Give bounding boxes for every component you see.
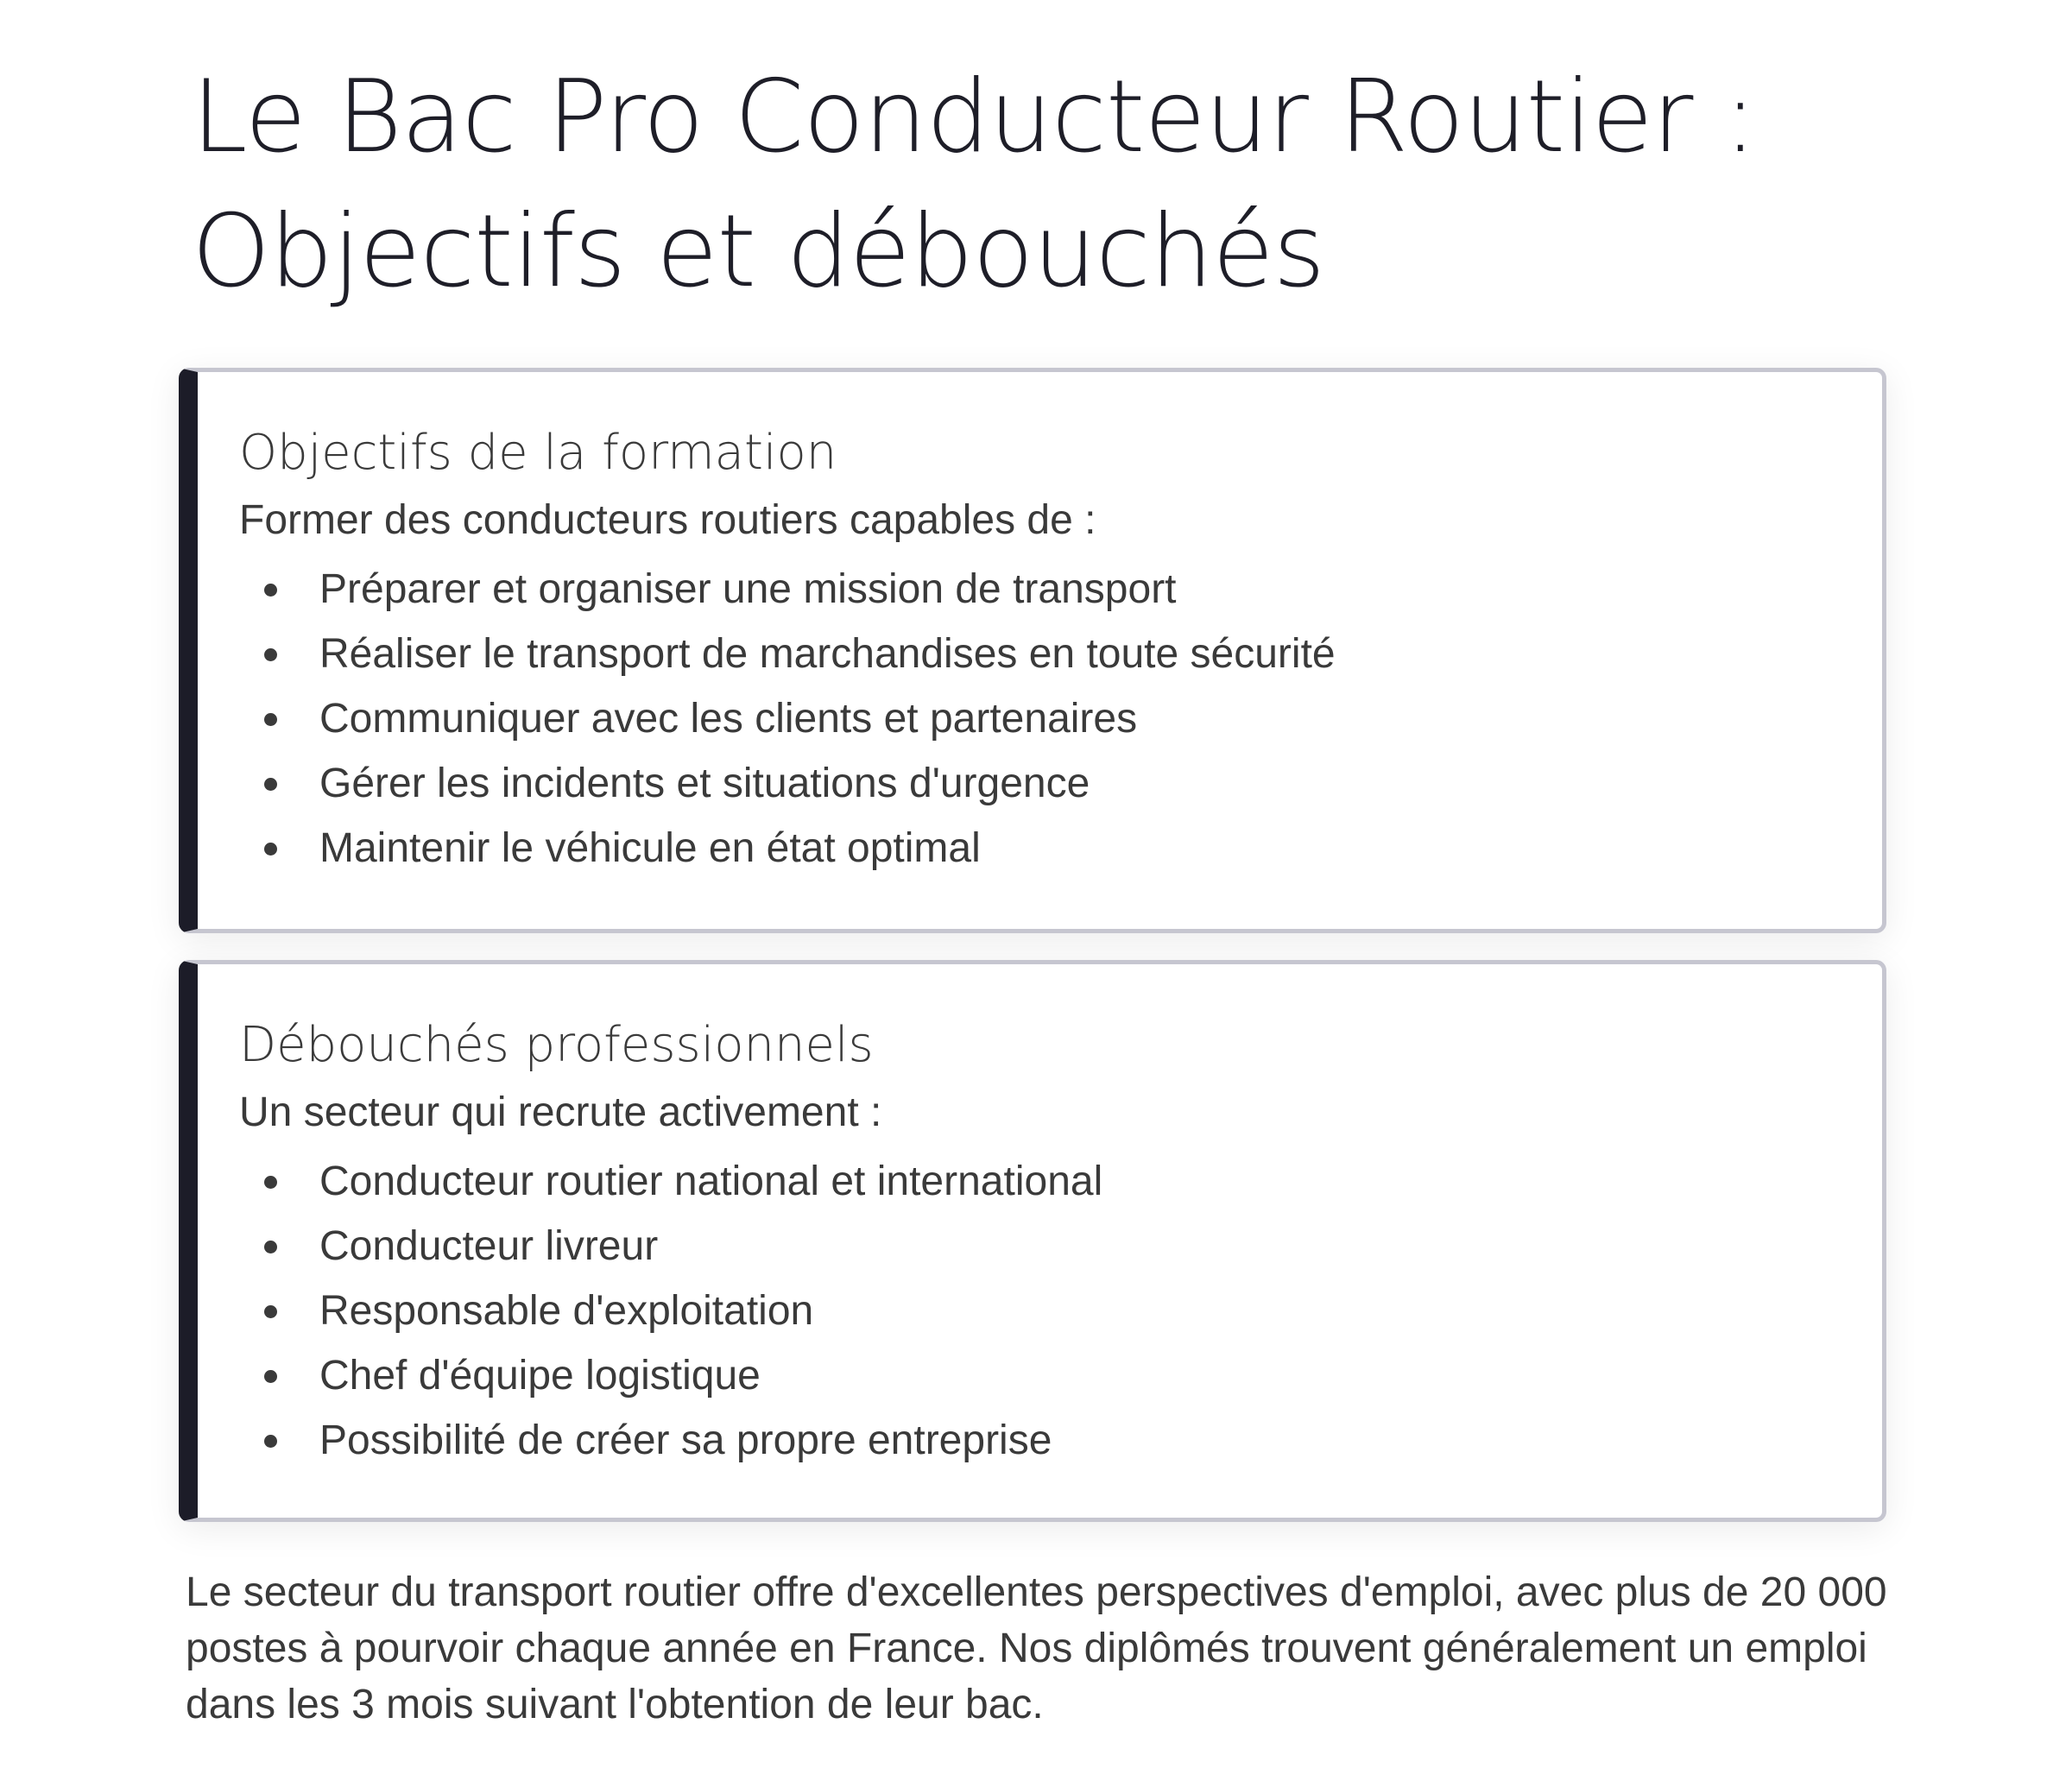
list-item: [239, 751, 1882, 816]
page-content: [179, 0, 1887, 1727]
list-item: [239, 1214, 1882, 1279]
list-item: [239, 1408, 1882, 1473]
card-intro: Un secteur qui recrute activement :: [239, 1089, 882, 1135]
list-item-text: Communiquer avec les clients et partenaires: [319, 696, 1138, 742]
bullet-icon: [264, 1435, 277, 1448]
list-item-text: Chef d'équipe logistique: [319, 1353, 761, 1399]
list-item-text: Préparer et organiser une mission de transport: [319, 566, 1177, 612]
card-title: Objectifs de la formation: [239, 425, 837, 481]
bullet-icon: [264, 778, 277, 791]
list-item: [239, 816, 1882, 881]
card-intro: Former des conducteurs routiers capables de :: [239, 497, 1096, 543]
list-item: [239, 557, 1882, 622]
list-item: [239, 1149, 1882, 1214]
bullet-icon: [264, 1241, 277, 1253]
bullet-icon: [264, 713, 277, 726]
list-item-text: Maintenir le véhicule en état optimal: [319, 825, 981, 871]
footer-paragraph: Le secteur du transport routier offre d'excellentes perspectives d'emploi, avec plus de 20 000 postes à pourvoir chaque année en France. Nos diplômés trouvent généralement un emploi dans les 3 mois suivant l'obtention de leur bac.: [186, 1569, 1887, 1727]
card-title: Débouchés professionnels: [239, 1017, 874, 1073]
page-title: Le Bac Pro Conducteur Routier : Objectifs et débouchés: [192, 59, 1757, 310]
card-objectifs: [179, 368, 1886, 933]
list-item: [239, 1279, 1882, 1343]
card-debouches: [179, 960, 1886, 1522]
debouches-list: [239, 1149, 1882, 1473]
bullet-icon: [264, 584, 277, 597]
list-item: [239, 622, 1882, 686]
list-item-text: Responsable d'exploitation: [319, 1288, 814, 1334]
bullet-icon: [264, 843, 277, 856]
list-item-text: Conducteur routier national et international: [319, 1159, 1103, 1204]
objectifs-list: [239, 557, 1882, 881]
list-item-text: Gérer les incidents et situations d'urgence: [319, 761, 1090, 806]
list-item-text: Réaliser le transport de marchandises en toute sécurité: [319, 631, 1336, 677]
bullet-icon: [264, 648, 277, 661]
list-item-text: Conducteur livreur: [319, 1223, 659, 1269]
bullet-icon: [264, 1176, 277, 1189]
bullet-icon: [264, 1370, 277, 1383]
list-item: [239, 1343, 1882, 1408]
list-item-text: Possibilité de créer sa propre entreprise: [319, 1418, 1052, 1463]
bullet-icon: [264, 1305, 277, 1318]
list-item: [239, 686, 1882, 751]
